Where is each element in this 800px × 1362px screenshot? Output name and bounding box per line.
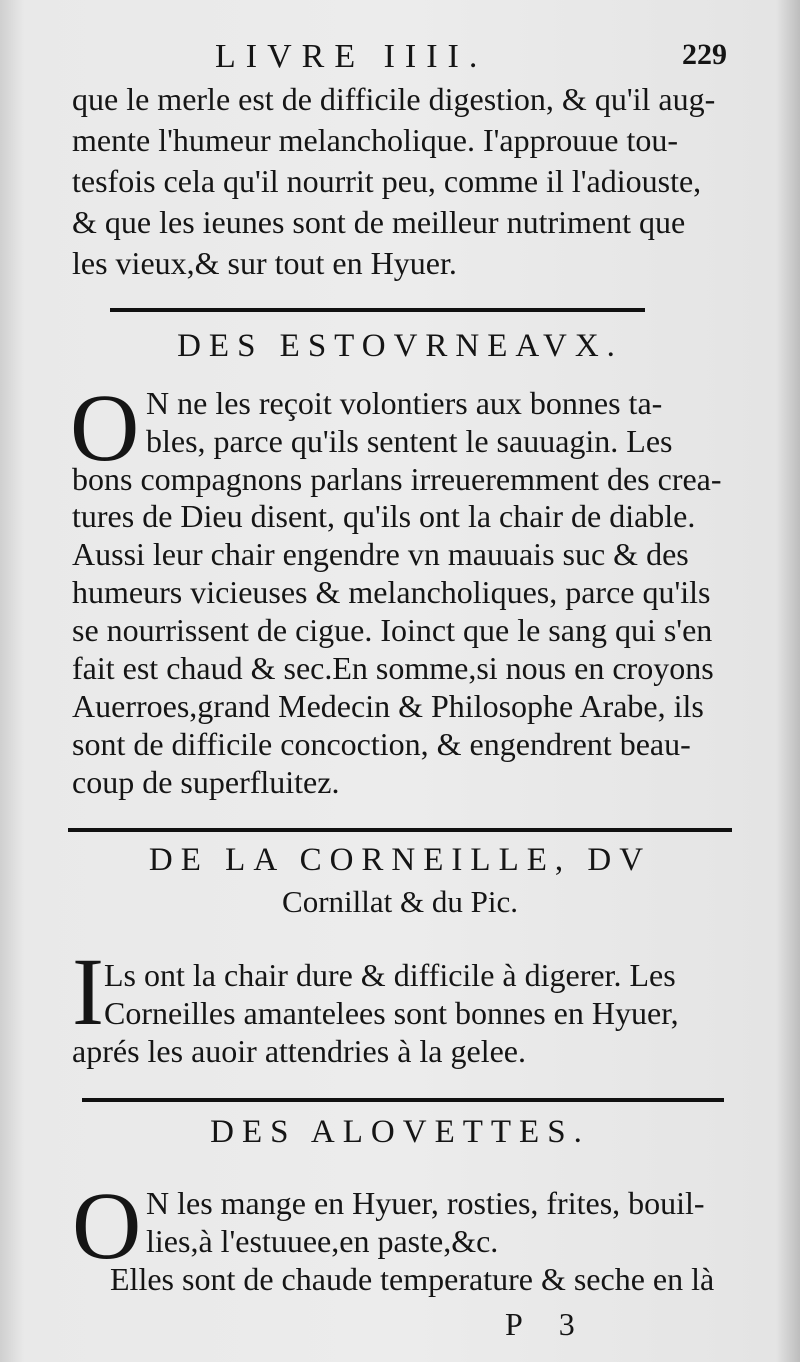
dropcap-i: I xyxy=(72,938,104,1045)
page-number: 229 xyxy=(682,38,727,71)
paragraph-line: N les mange en Hyuer, rosties, frites, bouil- xyxy=(146,1185,705,1221)
paragraph-line: Corneilles amantelees sont bonnes en Hyuer, xyxy=(104,995,679,1031)
running-title: LIVRE IIII. xyxy=(215,38,488,75)
paragraph-line: N ne les reçoit volontiers aux bonnes ta- xyxy=(146,385,663,421)
paragraph-line: sont de difficile concoction, & engendrent beau- xyxy=(72,726,691,762)
paragraph-line: humeurs vicieuses & melancholiques, parce qu'ils xyxy=(72,574,711,610)
section-subheading-corneille: Cornillat & du Pic. xyxy=(282,884,518,919)
intro-line: tesfois cela qu'il nourrit peu, comme il l'adiouste, xyxy=(72,163,702,199)
dropcap-o: O xyxy=(70,374,140,481)
paragraph-line: Ls ont la chair dure & difficile à digerer. Les xyxy=(104,957,676,993)
paragraph-line: tures de Dieu disent, qu'ils ont la chair de diable. xyxy=(72,498,696,534)
dropcap-o: O xyxy=(72,1172,142,1279)
section-heading-corneille: DE LA CORNEILLE, DV xyxy=(148,842,652,878)
paragraph-line: bons compagnons parlans irreueremment des crea- xyxy=(72,461,722,497)
paragraph-line: Aussi leur chair engendre vn mauuais suc & des xyxy=(72,536,689,572)
signature-number: 3 xyxy=(558,1306,575,1342)
section-divider xyxy=(68,828,732,832)
intro-line: & que les ieunes sont de meilleur nutriment que xyxy=(72,204,686,240)
paragraph-line: Auerroes,grand Medecin & Philosophe Arabe, ils xyxy=(72,688,704,724)
paragraph-line: coup de superfluitez. xyxy=(72,764,340,800)
paragraph-line: se nourrissent de cigue. Ioinct que le sang qui s'en xyxy=(72,612,713,648)
signature-letter: P xyxy=(505,1306,523,1342)
paragraph-line: aprés les auoir attendries à la gelee. xyxy=(72,1033,526,1069)
intro-line: que le merle est de difficile digestion, & qu'il aug- xyxy=(72,81,716,117)
section-heading-alouettes: DES ALOVETTES. xyxy=(210,1114,590,1150)
paragraph-line: lies,à l'estuuee,en paste,&c. xyxy=(146,1223,499,1259)
intro-line: mente l'humeur melancholique. I'approuue tou- xyxy=(72,122,678,158)
paragraph-line: bles, parce qu'ils sentent le sauuagin. Les xyxy=(146,423,673,459)
intro-line: les vieux,& sur tout en Hyuer. xyxy=(72,245,457,281)
section-heading-estourneaux: DES ESTOVRNEAVX. xyxy=(177,328,623,364)
section-divider xyxy=(110,308,645,312)
running-header xyxy=(0,38,800,82)
paragraph-line: fait est chaud & sec.En somme,si nous en croyons xyxy=(72,650,714,686)
paragraph-line: Elles sont de chaude temperature & seche en là xyxy=(110,1261,715,1297)
section-divider xyxy=(82,1098,724,1102)
signature-mark xyxy=(505,1306,611,1343)
